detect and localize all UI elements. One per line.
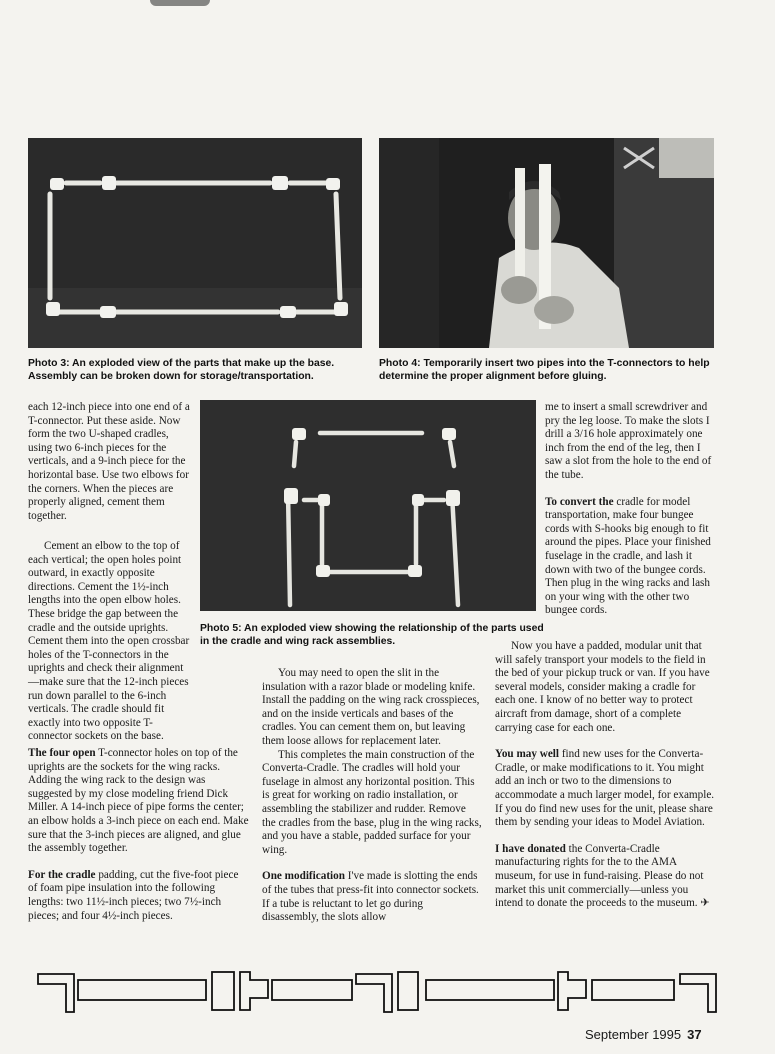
photo-3 — [28, 138, 362, 348]
col2-para-1: You may need to open the slit in the insulation with a razor blade or modeling knife. Install the padding on the wing rack crosspieces, and on the inside verticals and bases of the cradles. You can cement them on, but leaving them loose allows for replacement later. — [262, 667, 480, 747]
photo-4-image — [379, 138, 714, 348]
col1-para-2: Cement an elbow to the top of each vertical; the open holes point outward, in exactly opposite directions. Cement the 1½-inch lengths into the open elbow holes. These bridge the gap between the cradle and the outside uprights. Cement them into the open crossbar holes of the T-connectors in the uprights and check their alignment—make sure that the 12-inch pieces run down parallel to the 6-inch verticals. The cradle should fit exactly into two opposite T-connector sockets on the base. — [28, 540, 190, 743]
column-1-wide — [28, 540, 190, 744]
photo-4 — [379, 138, 714, 348]
col3-para-3: Now you have a padded, modular unit that will safely transport your models to the field in the bed of your pickup truck or van. If you have several models, consider making a cradle for each one. I know of no better way to protect aircraft from damage, short of a complete carrying case for each one. — [495, 640, 710, 734]
photo-3-caption: Photo 3: An exploded view of the parts that make up the base. Assembly can be broken down for storage/transportation. — [28, 358, 335, 382]
column-1-lower — [28, 747, 250, 923]
col2-para-2: This completes the main construction of the Converta-Cradle. The cradles will hold your fuselage in almost any horizontal position. This is great for working on radio installation, or assembling the stabilizer and rudder. Remove the cradles from the base, plug in the wing racks, and you have a stable, padded surface for your wing. — [262, 748, 482, 856]
page-number: 37 — [687, 1027, 702, 1042]
top-mark — [150, 0, 210, 6]
col2-para-3-lead: One modification — [262, 870, 345, 883]
col2-para-3: One modification I've made is slotting the ends of the tubes that press-fit into connector sockets. If a tube is reluctant to let go during disassembly, the slots allow — [262, 870, 479, 924]
photo-5 — [200, 400, 536, 611]
end-mark-icon: ✈ — [700, 897, 710, 910]
col3-para-5-lead: I have donated — [495, 842, 566, 855]
col1-para-1: each 12-inch piece into one end of a T-connector. Put these aside. Now form the two U-shaped cradles, using two 6-inch pieces for the verticals, and a 9-inch piece for the horizontal base. Use two elbows for the corners. When the pieces are properly aligned, cement them together. — [28, 401, 190, 522]
photo-5-caption: Photo 5: An exploded view showing the relationship of the parts used in the cradle and wing rack assemblies. — [200, 623, 544, 647]
col1-para-3: The four open T-connector holes on top of the uprights are the sockets for the wing racks. Adding the wing rack to the design was suggested by my close modeling friend Dick Miller. A 14-inch piece of pipe forms the center; an elbow holds a 3-inch piece on each end. Make sure that the 3-inch pieces are aligned, and glue the assembly together. — [28, 747, 249, 855]
issue-date: September 1995 — [585, 1027, 682, 1042]
column-3 — [545, 401, 717, 618]
column-2 — [262, 667, 482, 925]
col3-para-5: I have donated the Converta-Cradle manufacturing rights for the to the AMA museum, for use in fund-raising. Please do not market this unit commercially—unless you intend to donate the proceeds to the museum. ✈ — [495, 842, 710, 910]
pipe-border-decoration — [30, 968, 750, 1018]
photo-5-image — [200, 400, 536, 611]
col1-para-3-lead: The four open — [28, 747, 96, 759]
col3-para-2: To convert the cradle for model transportation, make four bungee cords with S-hooks big enough to fit around the pipes. Place your finished fuselage in the cradle, and lash it down with two of the bungee cords. Then plug in the wing racks and lash on your wing with the other two bungee cords. — [545, 495, 711, 617]
photo-4-caption: Photo 4: Temporarily insert two pipes into the T-connectors to help determine the proper alignment before gluing. — [379, 358, 710, 382]
page-footer — [585, 1027, 702, 1042]
col3-para-4-lead: You may well — [495, 748, 560, 761]
column-3-lower — [495, 640, 717, 911]
col1-para-4-lead: For the cradle — [28, 868, 96, 881]
col1-para-4: For the cradle padding, cut the five-foot piece of foam pipe insulation into the following lengths: two 11½-inch pieces; two 7½-inch pieces; and four 4½-inch pieces. — [28, 868, 239, 922]
col3-para-2-lead: To convert the — [545, 495, 614, 508]
col3-para-1: me to insert a small screwdriver and pry the leg loose. To make the slots I drill a 3/16 hole approximately one inch from the end of the leg, then I saw a slot from the hole to the end of the tube. — [545, 401, 712, 481]
column-1 — [28, 401, 190, 523]
col3-para-4: You may well find new uses for the Converta-Cradle, or make modifications to it. You might add an inch or two to the dimensions to accommodate a much larger model, for example. If you do find new uses for the unit, please share them by sending your ideas to Model Aviation. — [495, 748, 715, 829]
photo-3-image — [28, 138, 362, 348]
